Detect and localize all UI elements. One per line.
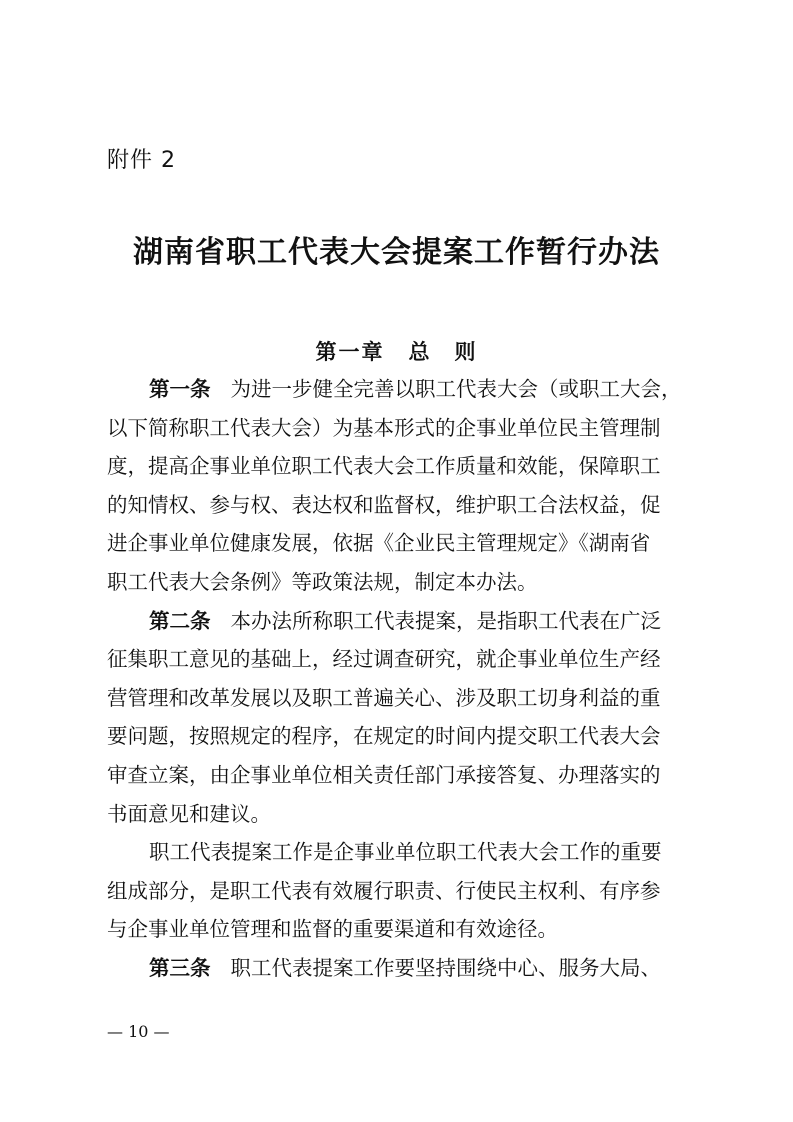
paragraph-line: 度，提高企事业单位职工代表大会工作质量和效能，保障职工 bbox=[107, 454, 661, 479]
article-label: 第三条 bbox=[149, 955, 211, 980]
document-title: 湖南省职工代表大会提案工作暂行办法 bbox=[133, 235, 660, 270]
paragraph-line: 书面意见和建议。 bbox=[107, 801, 271, 826]
paragraph-line: 要问题，按照规定的程序，在规定的时间内提交职工代表大会 bbox=[107, 724, 661, 749]
chapter-name: 总 则 bbox=[408, 340, 478, 364]
paragraph-line bbox=[107, 602, 689, 641]
paragraph-line: 审查立案，由企事业单位相关责任部门承接答复、办理落实的 bbox=[107, 762, 661, 787]
line-text: 本办法所称职工代表提案，是指职工代表在广泛 bbox=[230, 608, 661, 633]
paragraph-line: 以下简称职工代表大会）为基本形式的企事业单位民主管理制 bbox=[107, 415, 661, 440]
article-label: 第二条 bbox=[149, 608, 211, 633]
paragraph-line: 职工代表提案工作是企事业单位职工代表大会工作的重要 bbox=[149, 840, 662, 865]
chapter-number: 第一章 bbox=[315, 340, 385, 364]
paragraph-line: 进企事业单位健康发展，依据《企业民主管理规定》《湖南省 bbox=[107, 531, 651, 556]
attachment-label: 附件 2 bbox=[107, 148, 176, 173]
paragraph-line: 征集职工意见的基础上，经过调查研究，就企事业单位生产经 bbox=[107, 647, 661, 672]
line-text: 为进一步健全完善以职工代表大会（或职工大会， bbox=[230, 377, 682, 401]
article-label: 第一条 bbox=[149, 377, 211, 401]
chapter-heading bbox=[0, 342, 793, 363]
body-text bbox=[107, 370, 689, 988]
paragraph-line bbox=[107, 949, 689, 988]
paragraph-line: 组成部分，是职工代表有效履行职责、行使民主权利、有序参 bbox=[107, 878, 661, 903]
paragraph-line: 职工代表大会条例》等政策法规，制定本办法。 bbox=[107, 569, 538, 594]
paragraph-line: 与企事业单位管理和监督的重要渠道和有效途径。 bbox=[107, 917, 558, 942]
line-text: 职工代表提案工作要坚持围绕中心、服务大局、 bbox=[230, 955, 661, 980]
paragraph-line: 的知情权、参与权、表达权和监督权，维护职工合法权益，促 bbox=[107, 492, 661, 517]
page-number: — 10 — bbox=[107, 1022, 170, 1041]
paragraph-line bbox=[107, 370, 689, 409]
paragraph-line: 营管理和改革发展以及职工普遍关心、涉及职工切身利益的重 bbox=[107, 685, 661, 710]
